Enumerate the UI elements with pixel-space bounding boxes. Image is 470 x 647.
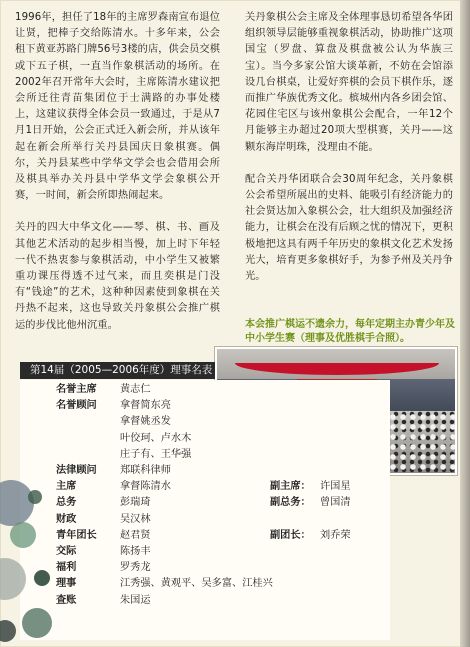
- circle-decor-icon: [10, 522, 36, 548]
- roster-row: [20, 414, 390, 430]
- roster-member: 陈扬丰: [120, 546, 151, 557]
- roster-member: 吴汉林: [120, 513, 151, 525]
- roster-member: 庄子有、王华强: [120, 448, 192, 460]
- roster-role: 福利: [56, 562, 77, 574]
- roster-member: 彭瑞琦: [120, 497, 151, 509]
- roster-member-secondary: 刘乔荣: [320, 529, 351, 541]
- circle-decor-icon: [22, 608, 52, 638]
- roster-role-secondary: 副团长：: [270, 529, 311, 541]
- roster-role-secondary: 副主席：: [270, 481, 311, 493]
- roster-role: 青年团长: [56, 529, 97, 541]
- decorative-circles: [0, 470, 70, 647]
- roster-row: [20, 512, 390, 528]
- circle-decor-icon: [0, 620, 16, 642]
- roster-member: 拿督陈清水: [120, 481, 171, 493]
- roster-role: 总务: [56, 497, 77, 509]
- roster-role: 交际: [56, 546, 77, 557]
- roster-member: 拿督简东亮: [120, 400, 171, 412]
- right-text-column: [245, 10, 453, 301]
- committee-roster: [20, 380, 390, 640]
- roster-member: 拿督姚丞发: [120, 416, 171, 428]
- roster-role: 名誉顾问: [56, 400, 97, 412]
- left-text-column: [15, 10, 220, 350]
- roster-member-secondary: 许国星: [320, 481, 351, 493]
- roster-member: 郑联科律师: [120, 465, 171, 476]
- roster-member: 赵君贤: [120, 529, 151, 541]
- roster-role: 法律顾问: [56, 465, 97, 476]
- roster-row: [20, 479, 390, 495]
- roster-title: 第14届（2005—2006年度）理事名表: [20, 362, 215, 379]
- roster-role: 名誉主席: [56, 384, 97, 395]
- roster-role: 查账: [56, 594, 77, 606]
- roster-member: 朱国运: [120, 594, 151, 606]
- roster-role: 理事: [56, 578, 77, 590]
- roster-role: 财政: [56, 513, 77, 525]
- roster-member-secondary: 曾国清: [320, 497, 351, 509]
- roster-row: [20, 382, 390, 398]
- roster-row: [20, 528, 390, 544]
- circle-decor-icon: [0, 480, 34, 526]
- left-paragraph-2: 关丹的四大中华文化——琴、棋、书、画及其他艺术活动的起步相当慢，加上时下年轻一代不热衷参与象棋活动，中小学生又被繁重功课压得透不过气来，而且奕棋是门没有“钱途”的艺术，这种种因素使到象棋在关丹热不起来，这也导致关丹象棋公会推广棋运的步伐比他州沉重。: [15, 222, 220, 331]
- right-paragraph-2: 配合关丹华团联合会30周年纪念，关丹象棋公会希望所展出的史料、能吸引有经济能力的社会贤达加入象棋公会，壮大组织及加强经济能力，让棋会在没有后顾之忧的情况下，更积极地把这具有两千年历史的象棋文化艺术发扬光大，培育更多象棋好手，为参予州及关丹争光。: [245, 173, 453, 283]
- roster-row: [20, 463, 390, 479]
- roster-member: 江秀强、黄观平、吴多富、江桂兴: [120, 578, 273, 590]
- circle-decor-icon: [0, 558, 26, 600]
- roster-row: [20, 593, 390, 609]
- roster-member: 罗秀龙: [120, 562, 151, 574]
- roster-member: 黄志仁: [120, 384, 151, 395]
- roster-role-secondary: 副总务：: [270, 497, 311, 509]
- roster-row: [20, 560, 390, 576]
- photo-caption: 本会推广棋运不遗余力，每年定期主办青少年及中小学生赛（理事及优胜棋手合照）。: [245, 319, 455, 344]
- right-paragraph-1: 关丹象棋公会主席及全体理事恳切希望各华团组织领导层能够重视象棋活动，协助推广这项国宝（罗盘、算盘及棋盘被公认为华族三宝）。当今多家公馆大谈革新，不妨在会馆添设几台棋桌，让爱好弈棋的会员下棋作乐，逐而推广华族优秀文化。槟城州内各乡团会馆、花园住宅区与该州象棋公会配合，一年12个月能够主办超过20项大型棋赛，关丹——这颗东海岸明珠，没理由不能。: [245, 12, 453, 153]
- roster-role: 主席: [56, 481, 77, 493]
- left-paragraph-1: 1996年，担任了18年的主席罗森南宣布退位让贤，把棒子交给陈清水。十多年来，公会租下黄亚苏路门牌56号3楼的店，供会员交棋或下五子棋，一直当作象棋活动的场所。在2002年召开常年大会时，主席陈清水建议把会所迁往青苗集团位于士满路的办事处楼上，这建议获得全体会员一致通过，于是从7月1日开始，公会正式迁入新会所，并从该年起在新会所举行关丹县国庆日象棋赛。偶尔，关丹县某些中学华文学会也会借用会所及棋具举办关丹县中学华文学会象棋公开赛，一时间，新会所即热闹起来。: [15, 12, 220, 202]
- roster-row: [20, 398, 390, 414]
- roster-member: 叶佼珂、卢水木: [120, 432, 192, 444]
- circle-decor-icon: [28, 490, 42, 504]
- roster-row: [20, 495, 390, 511]
- roster-row: [20, 576, 390, 592]
- circle-decor-icon: [34, 570, 50, 586]
- roster-row: [20, 544, 390, 560]
- roster-row: [20, 431, 390, 447]
- roster-row: [20, 447, 390, 463]
